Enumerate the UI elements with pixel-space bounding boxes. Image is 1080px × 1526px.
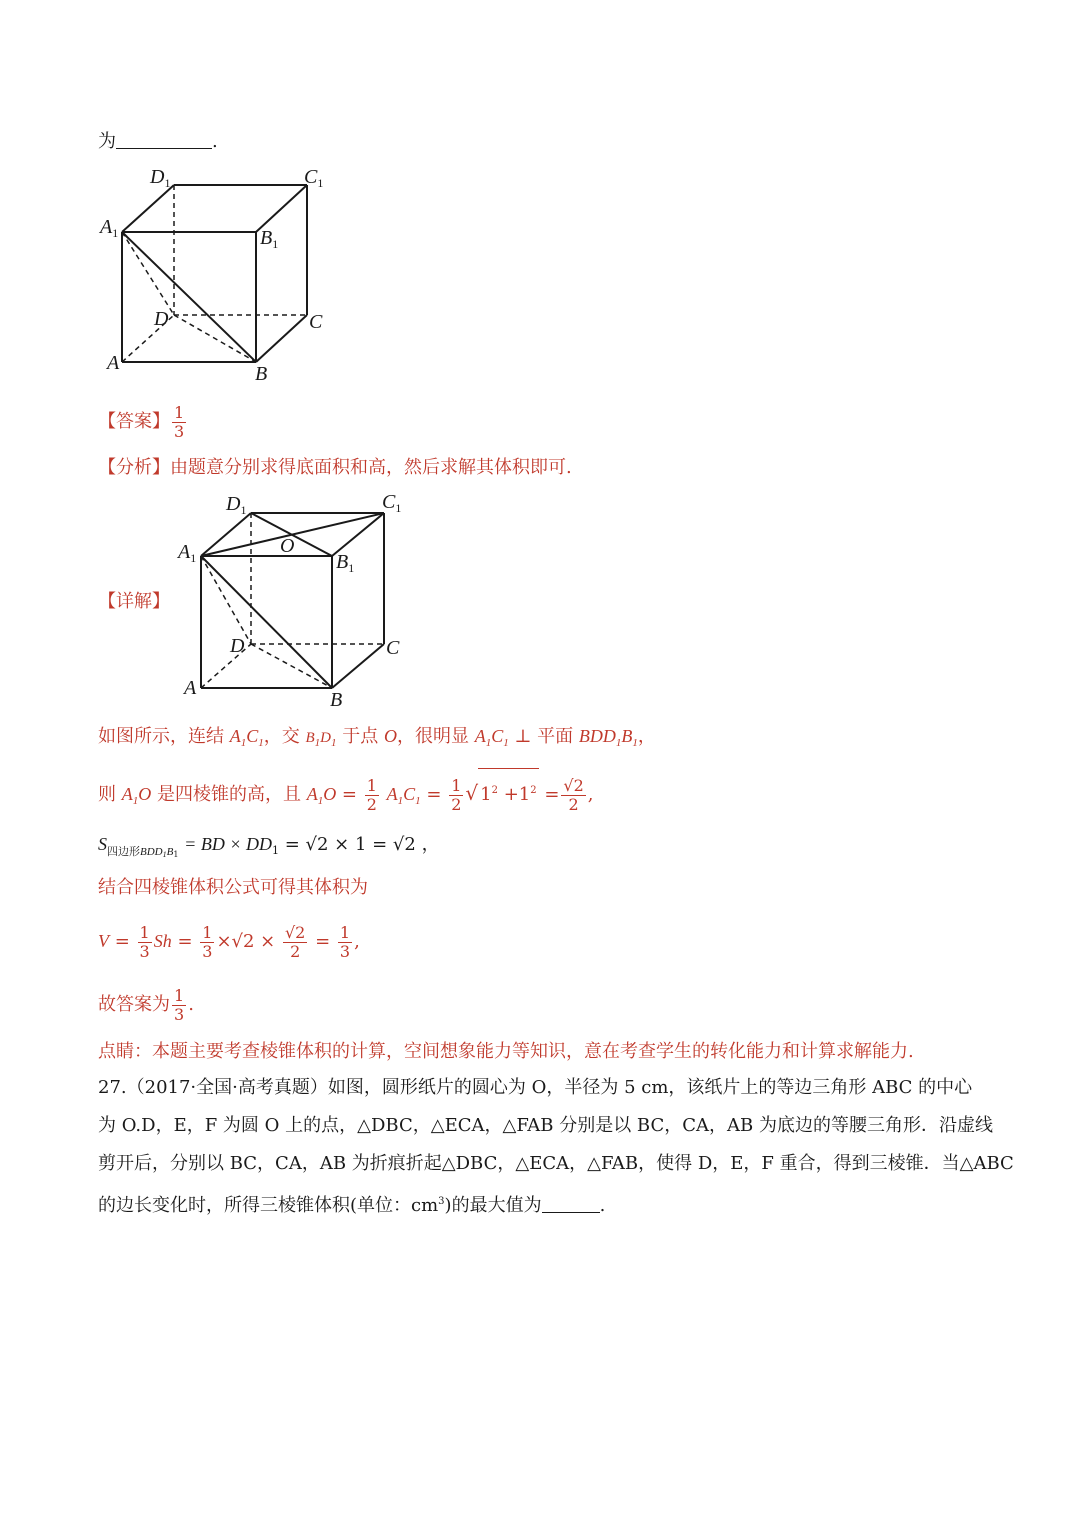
label2-O: O xyxy=(280,535,295,557)
analysis-line xyxy=(98,456,572,480)
label2-D: D xyxy=(230,635,245,657)
label2-B1: $B_1$ xyxy=(336,551,355,575)
solution-line-5: V = $\frac{1}{3}$ Sh = $\frac{1}{3}$ ×√2 × $\frac{√2}{2}$ = $\frac{1}{3}$ , xyxy=(98,922,360,961)
question-suffix: . xyxy=(212,131,218,152)
answer-fraction: $\frac{1}{3}$ xyxy=(174,402,185,441)
label-A1: $A_1$ xyxy=(100,216,119,240)
question-prefix: 为 xyxy=(98,131,116,152)
solution-line-3: $S_{四边形BDD1B1}$ = BD × $DD_1 = √2 \times 1 = √2$ ， xyxy=(98,834,440,859)
solution-line-6: 故答案为 $\frac{1}{3}$ . xyxy=(98,985,194,1024)
question-tail xyxy=(98,130,218,154)
label-D: D xyxy=(154,308,169,330)
label2-C1: $C_1$ xyxy=(382,491,402,515)
comment-line: 点睛：本题主要考查棱锥体积的计算，空间想象能力等知识，意在考查学生的转化能力和计算求解能力. xyxy=(98,1041,914,1062)
solution-line-4: 结合四棱锥体积公式可得其体积为 xyxy=(98,877,368,898)
label2-A: A xyxy=(184,677,197,699)
label2-A1: $A_1$ xyxy=(178,541,197,565)
answer-blank xyxy=(116,130,212,149)
q27-answer-blank xyxy=(542,1194,600,1213)
cube-figure-1 xyxy=(98,160,338,390)
label-A: A xyxy=(107,352,120,374)
q27-line-3: 剪开后，分别以 BC，CA，AB 为折痕折起△DBC，△ECA，△FAB，使得 D，E，F 重合，得到三棱锥．当△ABC xyxy=(98,1153,1014,1174)
label-B1: $B_1$ xyxy=(260,227,279,251)
label2-B: B xyxy=(330,689,343,711)
label-C: C xyxy=(309,311,323,333)
cube-figure-2 xyxy=(176,486,416,716)
analysis-tag: 【分析】 xyxy=(98,457,170,478)
label-D1: $D_1$ xyxy=(150,166,171,190)
label2-D1: $D_1$ xyxy=(226,493,247,517)
answer-line xyxy=(98,400,188,444)
solution-line-1: 如图所示，连结 $A_1C_1$，交 $B_1D_1$ 于点 O，很明显 $A_1C_1$ ⊥ 平面 $BDD_1B_1$， xyxy=(98,726,656,749)
answer-tag: 【答案】 xyxy=(98,411,170,432)
q27-line-4: 的边长变化时，所得三棱锥体积(单位：$cm^3$)的最大值为 . xyxy=(98,1195,606,1216)
q27-line-2: 为 O.D，E，F 为圆 O 上的点，△DBC，△ECA，△FAB 分别是以 BC，CA，AB 为底边的等腰三角形．沿虚线 xyxy=(98,1115,993,1136)
detail-tag: 【详解】 xyxy=(98,591,170,612)
q27-line-1: 27.（2017·全国·高考真题）如图，圆形纸片的圆心为 O，半径为 5 cm，该纸片上的等边三角形 ABC 的中心 xyxy=(98,1077,973,1098)
label-C1: $C_1$ xyxy=(304,166,324,190)
label-B: B xyxy=(255,363,268,385)
analysis-text: 由题意分别求得底面积和高，然后求解其体积即可. xyxy=(170,457,572,478)
final-answer-fraction: $\frac{1}{3}$ xyxy=(174,985,185,1024)
solution-line-2: 则 $A_1O$ 是四棱锥的高，且 $A_1O$ = $\frac{1}{2}$ $A_1C_1$ = $\frac{1}{2}$ √ $1^2 +1^2$ = $\frac{√2}{2}$ , xyxy=(98,768,594,823)
label2-C: C xyxy=(386,637,400,659)
